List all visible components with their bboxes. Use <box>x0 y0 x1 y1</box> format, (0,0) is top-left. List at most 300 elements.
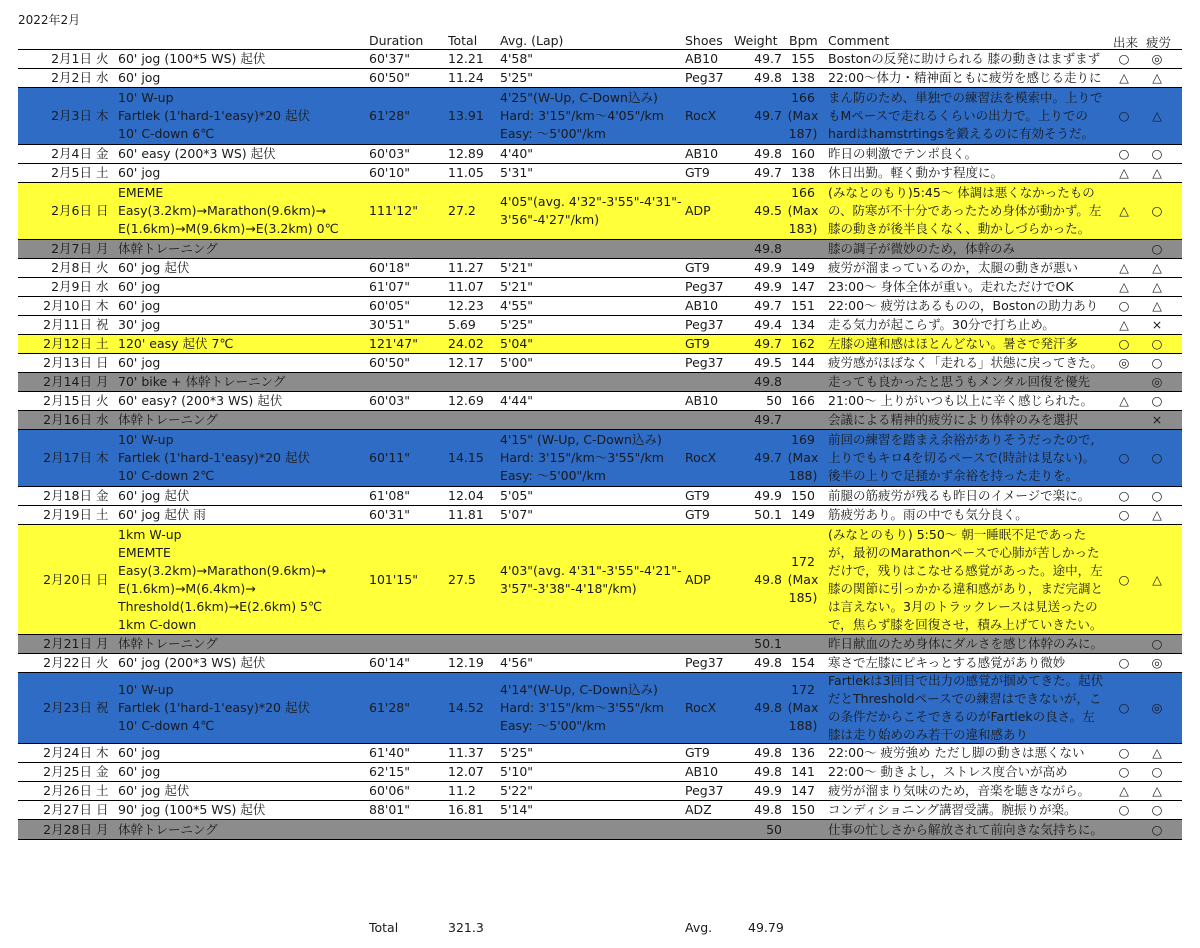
cell-shoes: Peg37 <box>685 279 724 294</box>
cell-weight: 49.7 <box>754 165 782 180</box>
cell-menu <box>118 635 366 653</box>
cell-menu <box>118 654 366 672</box>
cell-weight: 49.9 <box>754 279 782 294</box>
cell-avg-line: 4'44" <box>500 393 534 408</box>
cell-avg <box>500 145 683 163</box>
cell-fatigue: ○ <box>1151 636 1163 651</box>
cell-date: 2月3日 <box>51 108 92 123</box>
cell-bpm-line: 138 <box>791 165 815 180</box>
cell-avg <box>500 801 683 819</box>
cell-weight: 50 <box>766 393 782 408</box>
cell-date: 2月22日 <box>43 655 92 670</box>
cell-duration: 61'08" <box>369 488 410 503</box>
cell-comment <box>828 782 1110 800</box>
cell-fatigue: ○ <box>1151 821 1163 837</box>
table-row <box>18 763 1182 782</box>
cell-menu-line: 60' jog 起伏 <box>118 783 190 798</box>
cell-menu <box>118 801 366 819</box>
cell-comment-line: 膝の動きが後半良くなく、動かしづらかった。 <box>828 221 1091 236</box>
cell-menu-line: 90' jog (100*5 WS) 起伏 <box>118 802 266 817</box>
cell-dow: 火 <box>96 260 109 275</box>
cell-bpm-line: 136 <box>791 745 815 760</box>
cell-duration: 60'50" <box>369 355 410 370</box>
cell-avg <box>500 50 683 68</box>
cell-total: 27.5 <box>448 571 476 587</box>
table-row <box>18 820 1182 839</box>
cell-dow: 水 <box>96 279 109 294</box>
cell-comment-line: 前回の練習を踏まえ余裕がありそうだったので, <box>828 432 1095 447</box>
cell-comment <box>828 654 1110 672</box>
cell-weight: 49.8 <box>754 146 782 161</box>
cell-comment-line: 昨日の刺激でテンポ良く。 <box>828 146 978 161</box>
cell-avg-line: 4'03"(avg. 4'31"-3'55"-4'21"- <box>500 562 682 578</box>
cell-bpm-line: 185) <box>788 589 818 605</box>
table-row <box>18 744 1182 763</box>
cell-date: 2月19日 <box>43 507 92 522</box>
cell-total: 14.15 <box>448 450 484 465</box>
cell-menu-line: 体幹トレーニング <box>118 412 218 427</box>
cell-done: ○ <box>1118 336 1130 351</box>
cell-duration <box>369 635 444 653</box>
cell-total: 24.02 <box>448 336 484 351</box>
cell-avg-line: 5'31" <box>500 165 534 180</box>
cell-weight: 49.9 <box>754 260 782 275</box>
cell-shoes: RocX <box>685 108 717 123</box>
cell-menu-line: 10' W-up <box>118 682 174 697</box>
cell-weight: 49.8 <box>754 745 782 760</box>
cell-total <box>448 411 498 429</box>
cell-fatigue: △ <box>1152 745 1162 760</box>
cell-menu-line: 60' jog <box>118 165 161 180</box>
cell-bpm <box>782 525 824 634</box>
cell-comment-line: 23:00〜 身体全体が重い。走れただけでOK <box>828 279 1074 294</box>
cell-comment-line: (みなとのもり) 5:50〜 朝一睡眠不足であった <box>828 526 1087 542</box>
cell-duration <box>369 240 444 258</box>
cell-avg <box>500 506 683 524</box>
cell-bpm-line: (Max <box>787 203 819 218</box>
cell-total: 5.69 <box>448 317 476 332</box>
cell-dow: 水 <box>96 70 109 85</box>
cell-avg-line: Easy: 〜5'00"/km <box>500 718 606 733</box>
cell-shoes: AB10 <box>685 764 719 779</box>
cell-comment-line: だとThresholdペースでの練習はできないが，こ <box>828 691 1102 706</box>
cell-comment <box>828 259 1110 277</box>
cell-comment-line: 休日出勤。軽く動かす程度に。 <box>828 165 1004 180</box>
cell-total: 12.89 <box>448 146 484 161</box>
cell-bpm <box>782 240 824 258</box>
cell-weight: 49.7 <box>754 51 782 66</box>
cell-comment-line: 22:00〜 疲労はあるものの，Bostonの助力あり <box>828 298 1099 313</box>
cell-bpm <box>782 297 824 315</box>
cell-avg-line: Hard: 3'15"/km〜4'05"/km <box>500 108 664 123</box>
cell-avg-line: 5'10" <box>500 764 534 779</box>
cell-comment <box>828 392 1110 410</box>
cell-bpm <box>782 392 824 410</box>
cell-fatigue: △ <box>1152 260 1162 275</box>
cell-bpm-line: (Max <box>787 571 819 587</box>
cell-menu-line: EMEME <box>118 185 164 200</box>
cell-dow: 金 <box>96 488 109 503</box>
cell-done: △ <box>1119 279 1129 294</box>
cell-dow: 金 <box>96 146 109 161</box>
cell-date: 2月10日 <box>43 298 92 313</box>
cell-weight: 49.5 <box>754 355 782 370</box>
cell-comment <box>828 316 1110 334</box>
cell-done: ○ <box>1118 764 1130 779</box>
cell-dow: 木 <box>96 108 109 123</box>
cell-shoes: ADP <box>685 203 711 218</box>
cell-menu <box>118 430 366 486</box>
cell-dow: 祝 <box>96 317 109 332</box>
cell-menu-line: 60' jog 起伏 雨 <box>118 507 206 522</box>
cell-weight: 50.1 <box>754 636 782 651</box>
cell-dow: 月 <box>96 636 109 651</box>
cell-total <box>448 240 498 258</box>
cell-bpm <box>782 69 824 87</box>
cell-menu-line: 60' easy (200*3 WS) 起伏 <box>118 146 276 161</box>
header-weight: Weight <box>734 33 778 48</box>
cell-weight: 50 <box>766 821 782 837</box>
cell-bpm <box>782 373 824 391</box>
cell-menu-line: 60' jog <box>118 279 161 294</box>
cell-avg <box>500 373 683 391</box>
cell-fatigue: × <box>1151 317 1163 332</box>
cell-shoes: AB10 <box>685 146 719 161</box>
header-shoes: Shoes <box>685 33 723 48</box>
cell-fatigue: ○ <box>1151 146 1163 161</box>
cell-bpm <box>782 673 824 743</box>
cell-bpm <box>782 635 824 653</box>
cell-comment <box>828 183 1110 239</box>
cell-duration: 61'07" <box>369 279 410 294</box>
cell-menu <box>118 354 366 372</box>
avg-label: Avg. <box>685 920 713 935</box>
cell-comment-line: 疲労感がほぼなく「走れる」状態に戻ってきた。 <box>828 355 1104 370</box>
cell-fatigue: × <box>1151 412 1163 427</box>
table-row <box>18 354 1182 373</box>
cell-date: 2月17日 <box>43 450 92 465</box>
cell-menu-line: 60' jog (200*3 WS) 起伏 <box>118 655 266 670</box>
cell-fatigue: △ <box>1152 279 1162 294</box>
cell-avg <box>500 744 683 762</box>
cell-comment-line: 仕事の忙しさから解放されて前向きな気持ちに。 <box>828 821 1104 837</box>
cell-bpm-line: 172 <box>791 553 815 569</box>
cell-done: ○ <box>1118 802 1130 817</box>
cell-menu-line: 70' bike + 体幹トレーニング <box>118 374 286 389</box>
table-row <box>18 487 1182 506</box>
cell-done: △ <box>1119 393 1129 408</box>
table-row <box>18 392 1182 411</box>
cell-shoes: RocX <box>685 700 717 715</box>
cell-menu-line: 60' jog (100*5 WS) 起伏 <box>118 51 266 66</box>
cell-dow: 日 <box>96 802 109 817</box>
cell-comment-line: 昨日献血のため身体にダルさを感じ体幹のみに。 <box>828 636 1104 651</box>
cell-avg <box>500 88 683 144</box>
cell-menu-line: 1km W-up <box>118 526 182 542</box>
cell-bpm-line: (Max <box>787 700 819 715</box>
cell-comment <box>828 240 1110 258</box>
table-row <box>18 69 1182 88</box>
cell-date: 2月28日 <box>43 821 92 837</box>
cell-date: 2月1日 <box>51 51 92 66</box>
cell-menu <box>118 411 366 429</box>
cell-shoes <box>685 635 735 653</box>
cell-avg <box>500 820 683 839</box>
cell-avg <box>500 278 683 296</box>
cell-avg-line: 5'21" <box>500 279 534 294</box>
cell-bpm <box>782 183 824 239</box>
cell-comment-line: 膝は走り始めのみ若干の違和感あり <box>828 727 1029 742</box>
table-row <box>18 297 1182 316</box>
cell-comment <box>828 50 1110 68</box>
cell-weight: 49.8 <box>754 70 782 85</box>
cell-comment <box>828 69 1110 87</box>
cell-fatigue: ○ <box>1151 764 1163 779</box>
cell-menu <box>118 297 366 315</box>
cell-dow: 水 <box>96 412 109 427</box>
cell-comment-line: 22:00〜 疲労強め ただし脚の動きは悪くない <box>828 745 1085 760</box>
cell-bpm-line: 155 <box>791 51 815 66</box>
cell-bpm-line: 188) <box>788 718 818 733</box>
cell-menu <box>118 164 366 182</box>
cell-shoes: Peg37 <box>685 317 724 332</box>
cell-shoes: Peg37 <box>685 70 724 85</box>
cell-shoes: Peg37 <box>685 355 724 370</box>
cell-shoes: GT9 <box>685 260 710 275</box>
cell-weight: 49.8 <box>754 374 782 389</box>
cell-menu <box>118 69 366 87</box>
cell-shoes: AB10 <box>685 51 719 66</box>
cell-comment-line: 走る気力が起こらず。30分で打ち止め。 <box>828 317 1055 332</box>
table-row <box>18 183 1182 240</box>
cell-fatigue: △ <box>1152 298 1162 313</box>
cell-avg <box>500 392 683 410</box>
cell-done: △ <box>1119 783 1129 798</box>
cell-bpm-line: 150 <box>791 802 815 817</box>
cell-total: 12.19 <box>448 655 484 670</box>
cell-duration: 60'06" <box>369 783 410 798</box>
cell-weight: 49.9 <box>754 783 782 798</box>
cell-avg <box>500 259 683 277</box>
cell-menu-line: 60' jog 起伏 <box>118 488 190 503</box>
cell-menu-line: Fartlek (1'hard-1'easy)*20 起伏 <box>118 108 310 123</box>
cell-fatigue: △ <box>1152 507 1162 522</box>
cell-comment <box>828 820 1110 839</box>
cell-menu <box>118 183 366 239</box>
cell-bpm <box>782 763 824 781</box>
cell-menu-line: E(1.6km)→M(6.4km)→ <box>118 580 256 596</box>
cell-done: △ <box>1119 165 1129 180</box>
cell-date: 2月6日 <box>51 203 92 218</box>
cell-avg-line: 5'04" <box>500 336 534 351</box>
cell-avg-line: 5'22" <box>500 783 534 798</box>
cell-bpm <box>782 430 824 486</box>
cell-bpm-line: 138 <box>791 70 815 85</box>
cell-done: ○ <box>1118 298 1130 313</box>
cell-weight: 49.8 <box>754 241 782 256</box>
cell-comment <box>828 673 1110 743</box>
cell-dow: 日 <box>96 355 109 370</box>
cell-menu-line: 60' jog <box>118 764 161 779</box>
avg-weight: 49.79 <box>748 920 784 935</box>
cell-comment-line: の条件だからこそできるのがFartlekの良さ。左 <box>828 709 1095 724</box>
cell-avg-line: Easy: 〜5'00"/km <box>500 468 606 483</box>
cell-comment-line: (みなとのもり)5:45〜 体調は悪くなかったもの <box>828 185 1095 200</box>
cell-avg <box>500 673 683 743</box>
cell-shoes: GT9 <box>685 745 710 760</box>
cell-shoes: Peg37 <box>685 783 724 798</box>
cell-weight: 49.7 <box>754 108 782 123</box>
cell-bpm <box>782 50 824 68</box>
header-bpm: Bpm <box>789 33 818 48</box>
cell-menu-line: 10' W-up <box>118 432 174 447</box>
cell-bpm-line: (Max <box>787 108 819 123</box>
cell-bpm <box>782 335 824 353</box>
cell-date: 2月25日 <box>43 764 92 779</box>
cell-dow: 土 <box>96 336 109 351</box>
cell-bpm <box>782 354 824 372</box>
cell-dow: 木 <box>96 745 109 760</box>
cell-avg-line: 3'56"-4'27"/km) <box>500 212 600 227</box>
cell-date: 2月23日 <box>43 700 92 715</box>
cell-duration: 60'03" <box>369 146 410 161</box>
cell-avg-line: 5'25" <box>500 70 534 85</box>
cell-weight: 49.8 <box>754 764 782 779</box>
cell-comment <box>828 145 1110 163</box>
cell-duration: 88'01" <box>369 802 410 817</box>
cell-bpm <box>782 145 824 163</box>
cell-menu <box>118 278 366 296</box>
cell-bpm-line: 144 <box>791 355 815 370</box>
cell-weight: 49.9 <box>754 488 782 503</box>
cell-bpm-line: 187) <box>788 126 818 141</box>
cell-comment-line: 21:00〜 上りがいつも以上に辛く感じられた。 <box>828 393 1093 408</box>
cell-date: 2月7日 <box>51 241 92 256</box>
cell-date: 2月18日 <box>43 488 92 503</box>
cell-bpm <box>782 820 824 839</box>
cell-dow: 金 <box>96 764 109 779</box>
cell-done <box>1112 240 1136 258</box>
cell-menu <box>118 145 366 163</box>
cell-bpm <box>782 316 824 334</box>
cell-menu <box>118 88 366 144</box>
cell-duration: 30'51" <box>369 317 410 332</box>
cell-menu-line: 体幹トレーニング <box>118 821 218 837</box>
cell-dow: 火 <box>96 393 109 408</box>
cell-bpm-line: 162 <box>791 336 815 351</box>
cell-avg-line: Hard: 3'15"/km〜3'55"/km <box>500 450 664 465</box>
cell-avg-line: 4'14"(W-Up, C-Down込み) <box>500 682 658 697</box>
cell-comment-line: 上りでもキロ4を切るペースで(時計は見ない)。 <box>828 450 1096 465</box>
cell-total: 12.17 <box>448 355 484 370</box>
cell-avg <box>500 763 683 781</box>
cell-comment <box>828 373 1110 391</box>
cell-duration: 60'05" <box>369 298 410 313</box>
cell-dow: 月 <box>96 821 109 837</box>
cell-fatigue: △ <box>1152 783 1162 798</box>
table-row <box>18 316 1182 335</box>
table-row <box>18 145 1182 164</box>
cell-duration <box>369 373 444 391</box>
cell-dow: 祝 <box>96 700 109 715</box>
cell-menu-line: 10' C-down 2℃ <box>118 468 215 483</box>
cell-total: 14.52 <box>448 700 484 715</box>
table-row <box>18 240 1182 259</box>
header-avg: Avg. (Lap) <box>500 33 564 48</box>
cell-comment <box>828 506 1110 524</box>
cell-fatigue: ○ <box>1151 241 1163 256</box>
cell-done: ○ <box>1118 146 1130 161</box>
cell-avg-line: Easy: 〜5'00"/km <box>500 126 606 141</box>
cell-avg-line: 5'00" <box>500 355 534 370</box>
cell-avg-line: 4'55" <box>500 298 534 313</box>
cell-done: △ <box>1119 70 1129 85</box>
cell-comment <box>828 487 1110 505</box>
cell-weight: 49.8 <box>754 571 782 587</box>
cell-menu <box>118 316 366 334</box>
cell-shoes: ADP <box>685 571 711 587</box>
cell-dow: 土 <box>96 507 109 522</box>
cell-avg-line: 5'25" <box>500 745 534 760</box>
cell-duration: 60'03" <box>369 393 410 408</box>
cell-menu-line: 体幹トレーニング <box>118 636 218 651</box>
cell-done <box>1112 411 1136 429</box>
cell-bpm-line: 172 <box>791 682 815 697</box>
cell-total: 12.07 <box>448 764 484 779</box>
cell-bpm <box>782 411 824 429</box>
cell-fatigue: ◎ <box>1151 374 1163 389</box>
cell-shoes <box>685 820 735 839</box>
cell-duration: 60'18" <box>369 260 410 275</box>
cell-shoes: GT9 <box>685 507 710 522</box>
cell-done <box>1112 635 1136 653</box>
cell-done: ○ <box>1118 450 1130 465</box>
cell-bpm <box>782 782 824 800</box>
cell-done: ○ <box>1118 51 1130 66</box>
cell-total <box>448 373 498 391</box>
cell-avg <box>500 430 683 486</box>
table-row <box>18 411 1182 430</box>
cell-menu-line: 60' jog <box>118 298 161 313</box>
cell-comment-line: で，焦らず膝を回復させ，積み上げていきたい。 <box>828 616 1103 632</box>
cell-fatigue: ○ <box>1151 450 1163 465</box>
cell-menu <box>118 673 366 743</box>
cell-shoes: GT9 <box>685 488 710 503</box>
cell-done: ○ <box>1118 700 1130 715</box>
cell-bpm <box>782 259 824 277</box>
cell-date: 2月20日 <box>43 571 92 587</box>
cell-menu-line: 体幹トレーニング <box>118 241 218 256</box>
cell-bpm-line: (Max <box>787 450 819 465</box>
cell-fatigue: ◎ <box>1151 655 1163 670</box>
header-duration: Duration <box>369 33 424 48</box>
totals-row <box>18 918 1182 936</box>
cell-bpm <box>782 506 824 524</box>
cell-comment-line: 会議による精神的疲労により体幹のみを選択 <box>828 412 1079 427</box>
cell-bpm-line: 188) <box>788 468 818 483</box>
cell-comment-line: 前腿の筋疲労が残るも昨日のイメージで楽に。 <box>828 488 1091 503</box>
cell-avg-line: 3'57"-3'38"-4'18"/km) <box>500 580 637 596</box>
cell-fatigue: ○ <box>1151 203 1163 218</box>
cell-bpm-line: 183) <box>788 221 818 236</box>
cell-date: 2月2日 <box>51 70 92 85</box>
cell-date: 2月14日 <box>43 374 92 389</box>
cell-duration: 61'40" <box>369 745 410 760</box>
cell-avg <box>500 297 683 315</box>
cell-date: 2月27日 <box>43 802 92 817</box>
cell-fatigue: △ <box>1152 108 1162 123</box>
cell-comment <box>828 88 1110 144</box>
